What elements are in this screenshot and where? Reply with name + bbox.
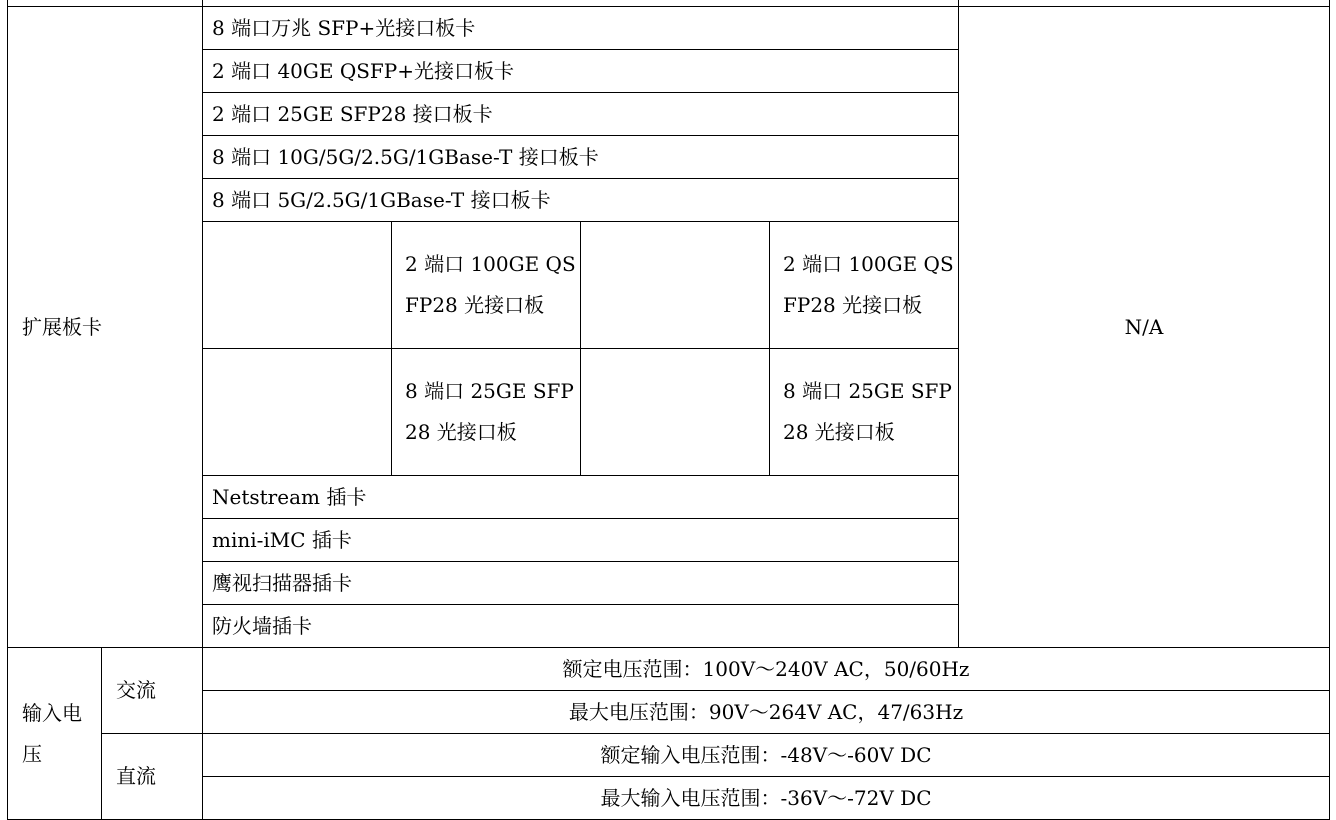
voltage-value-cell: 最大电压范围：90V～264V AC，47/63Hz: [203, 691, 1330, 734]
plugin-cell: 防火墙插卡: [203, 605, 959, 648]
empty-cell: [203, 222, 392, 349]
empty-cell: [581, 349, 770, 476]
ac-label-cell: 交流: [102, 648, 203, 734]
voltage-value-cell: 额定电压范围：100V～240V AC，50/60Hz: [203, 648, 1330, 691]
card-cell: 8 端口万兆 SFP+光接口板卡: [203, 7, 959, 50]
card-cell: 8 端口 5G/2.5G/1GBase-T 接口板卡: [203, 179, 959, 222]
table-row: [8, 648, 1330, 691]
sub-card-cell: 8 端口 25GE SFP28 光接口板: [770, 349, 959, 476]
sub-card-cell: 8 端口 25GE SFP28 光接口板: [392, 349, 581, 476]
sub-card-cell: 2 端口 100GE QSFP28 光接口板: [770, 222, 959, 349]
sub-card-cell: 2 端口 100GE QSFP28 光接口板: [392, 222, 581, 349]
plugin-cell: 鹰视扫描器插卡: [203, 562, 959, 605]
expansion-category-cell: 扩展板卡: [8, 7, 203, 648]
table-row: [8, 734, 1330, 777]
plugin-cell: Netstream 插卡: [203, 476, 959, 519]
dc-label-cell: 直流: [102, 734, 203, 820]
na-cell: N/A: [959, 7, 1330, 648]
voltage-value-cell: 额定输入电压范围：-48V～-60V DC: [203, 734, 1330, 777]
spec-table: [7, 0, 1330, 820]
plugin-cell: mini-iMC 插卡: [203, 519, 959, 562]
empty-cell: [203, 349, 392, 476]
table-row: [8, 777, 1330, 820]
input-voltage-category-cell: 输入电压: [8, 648, 102, 820]
card-cell: 2 端口 40GE QSFP+光接口板卡: [203, 50, 959, 93]
table-row: [8, 691, 1330, 734]
table-row: [8, 7, 1330, 50]
empty-cell: [581, 222, 770, 349]
card-cell: 2 端口 25GE SFP28 接口板卡: [203, 93, 959, 136]
voltage-value-cell: 最大输入电压范围：-36V～-72V DC: [203, 777, 1330, 820]
card-cell: 8 端口 10G/5G/2.5G/1GBase-T 接口板卡: [203, 136, 959, 179]
